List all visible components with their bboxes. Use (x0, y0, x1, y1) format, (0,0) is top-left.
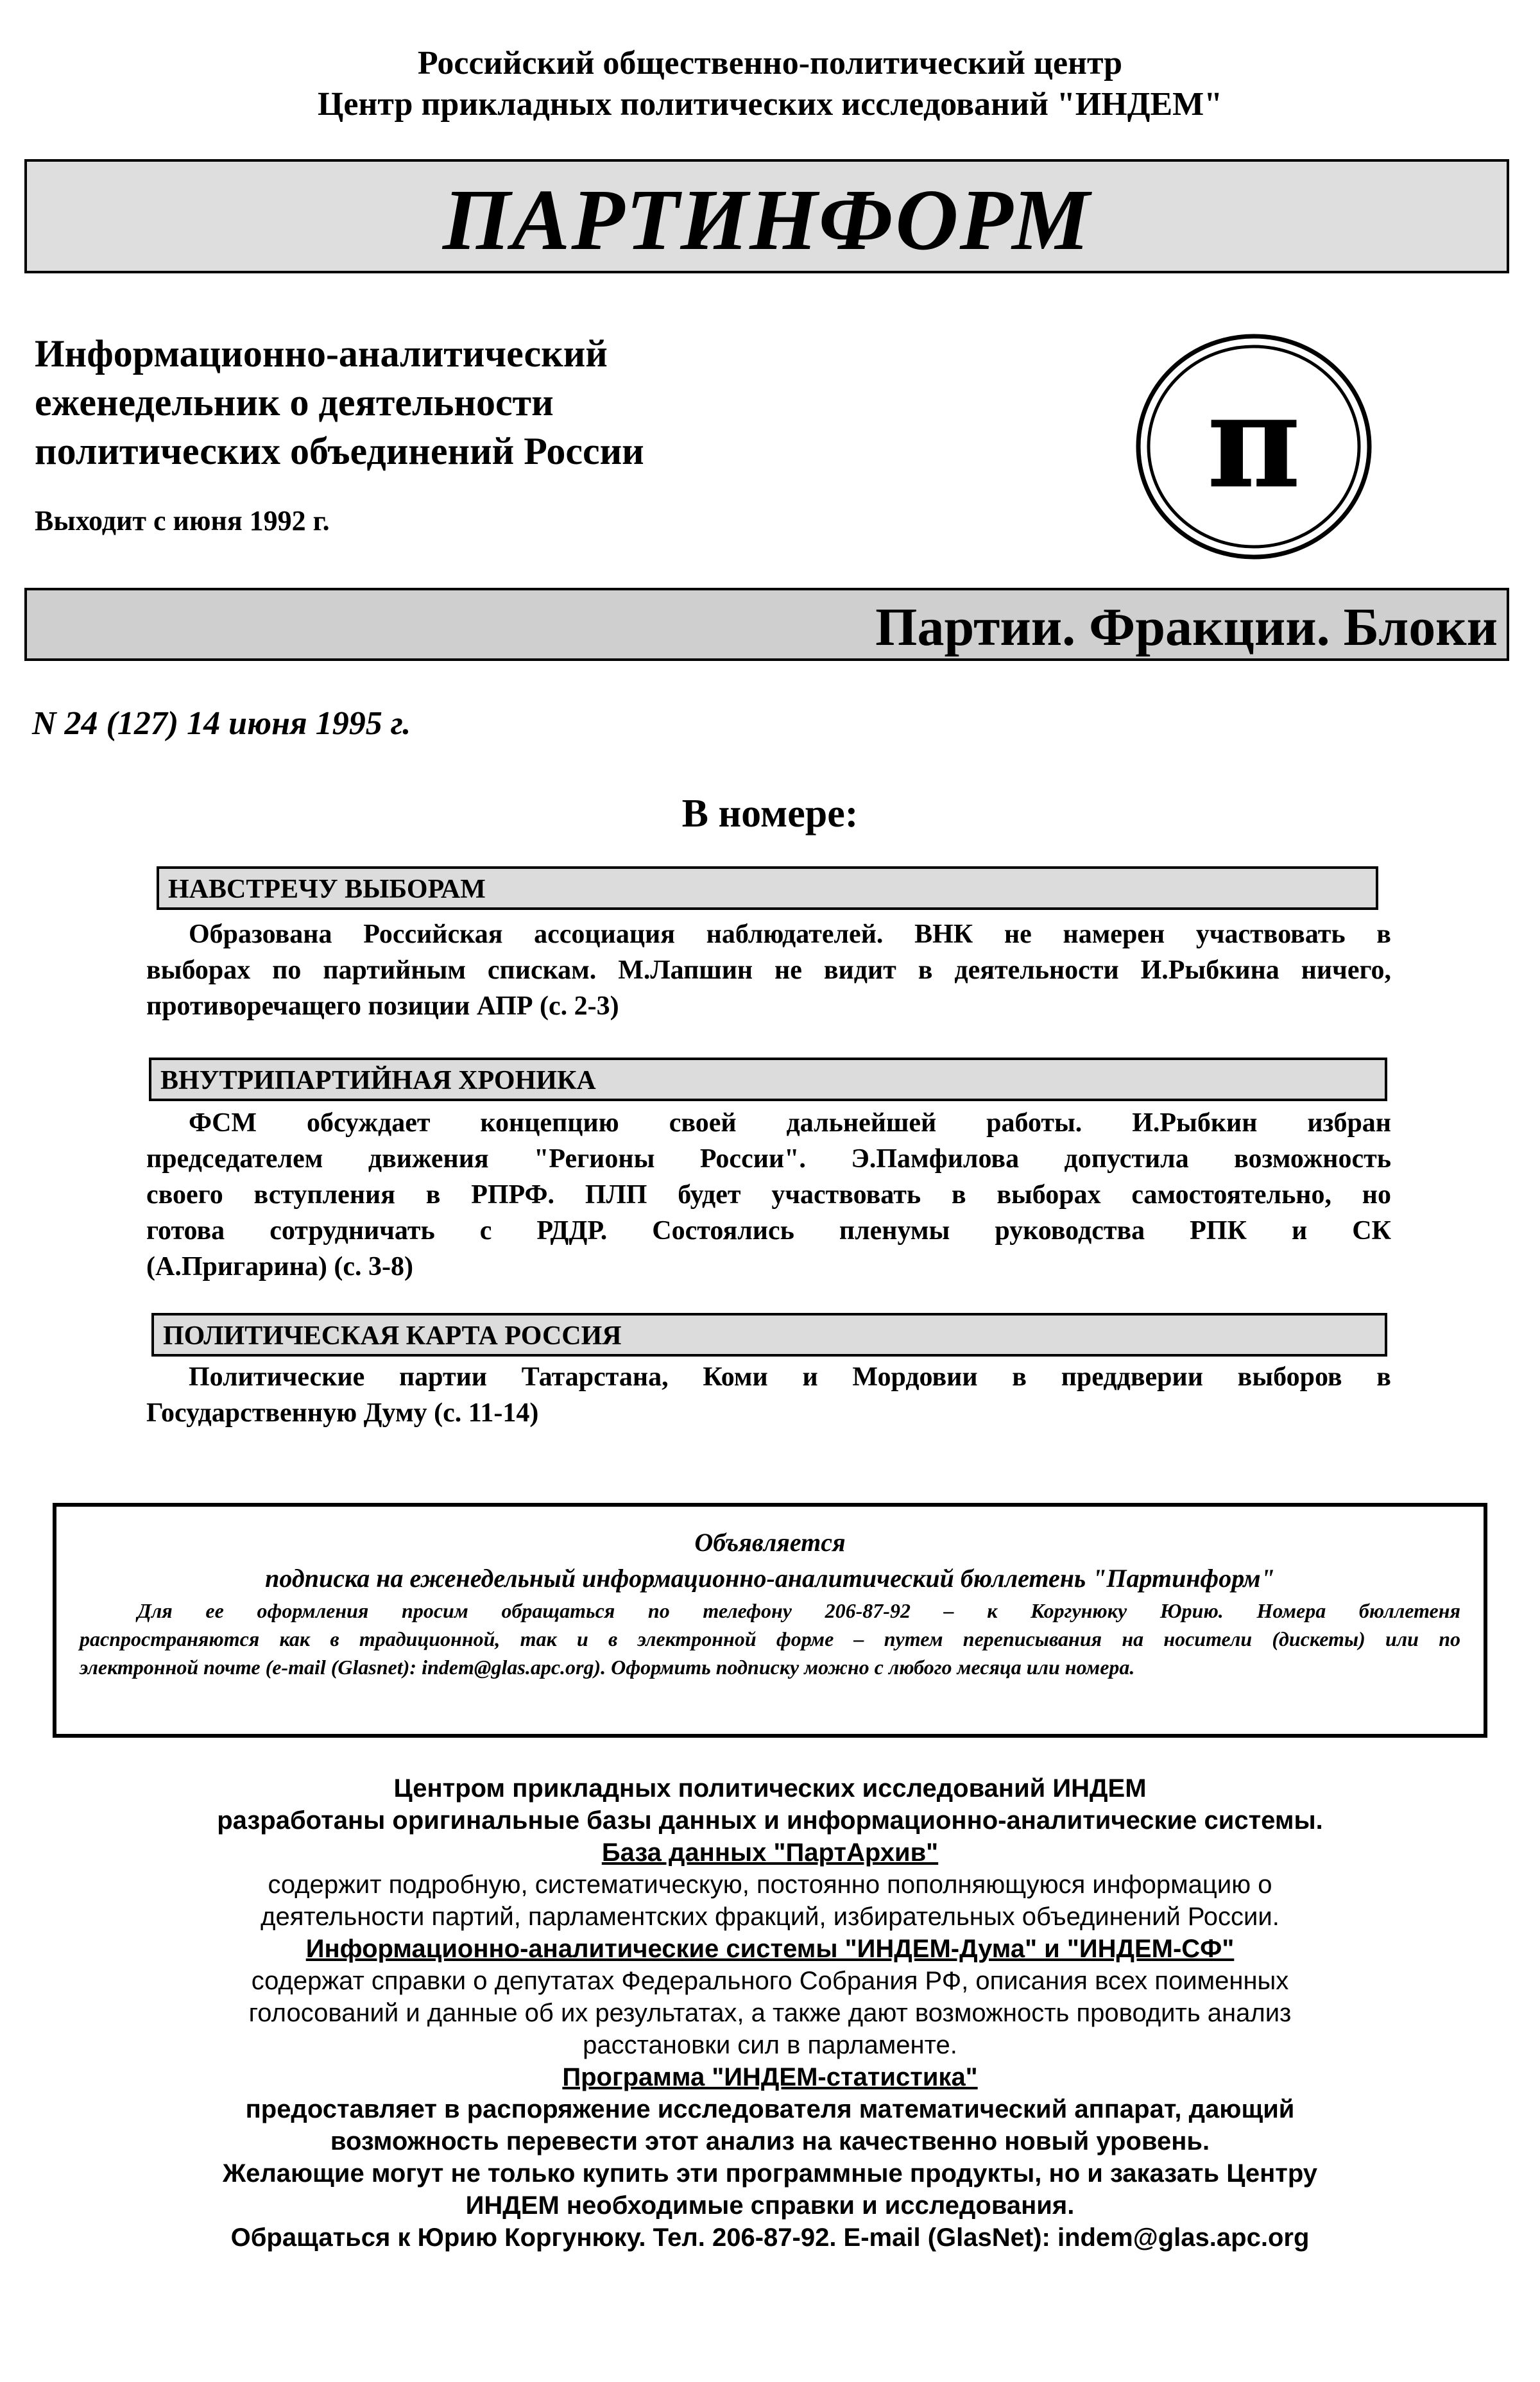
masthead (24, 159, 1509, 273)
advert-line: ИНДЕМ необходимые справки и исследования. (465, 2191, 1075, 2220)
section-bar (24, 588, 1509, 661)
text-line: противоречащего позиции АПР (с. 2-3) (146, 991, 619, 1021)
pi-symbol: π (1206, 366, 1301, 517)
masthead-title: ПАРТИНФОРМ (442, 172, 1091, 268)
advert-line: Желающие могут не только купить эти программные продукты, но и заказать Центру (222, 2159, 1318, 2188)
text-line: готова сотрудничать с РДДР. Состоялись пленумы руководства РПК и СК (146, 1216, 1391, 1246)
text-line: выборах по партийным спискам. М.Лапшин не видит в деятельности И.Рыбкина ничего, (146, 955, 1391, 985)
text-line: ФСМ обсуждает концепцию своей дальнейшей работы. И.Рыбкин избран (189, 1108, 1391, 1138)
text-line: распространяются как в традиционной, так и в электронной форме – путем переписывания на носители (дискеты) или по (80, 1627, 1460, 1650)
advert-line: Центром прикладных политических исследований ИНДЕМ (393, 1774, 1147, 1803)
text-line: председателем движения "Регионы России". Э.Памфилова допустила возможность (146, 1144, 1391, 1174)
announcement-title: Объявляется (694, 1528, 846, 1557)
advert-contact-line: Обращаться к Юрию Коргунюку. Тел. 206-87-92. E-mail (GlasNet): indem@glas.apc.org (230, 2223, 1310, 2252)
advert-line: голосований и данные об их результатах, а также дают возможность проводить анализ (248, 1999, 1292, 2027)
advert-line: содержат справки о депутатах Федерального Собрания РФ, описания всех поименных (251, 1967, 1289, 1995)
advert-line: возможность перевести этот анализ на качественно новый уровень. (330, 2127, 1210, 2155)
contents-item-party-chronicle (146, 1105, 1391, 1285)
rubric-label: ПОЛИТИЧЕСКАЯ КАРТА РОССИЯ (163, 1321, 622, 1351)
text-line: Образована Российская ассоциация наблюдателей. ВНК не намерен участвовать в (189, 920, 1391, 949)
text-line: электронной почте (e-mail (Glasnet): indem@glas.apc.org). Оформить подписку можно с любого месяца или номера. (80, 1656, 1135, 1679)
subscription-announcement (53, 1503, 1487, 1738)
text-line: своего вступления в РПРФ. ПЛП будет участвовать в выборах самостоятельно, но (146, 1180, 1391, 1210)
advert-heading-indem-duma: Информационно-аналитические системы "ИНДЕМ-Дума" и "ИНДЕМ-СФ" (305, 1935, 1235, 1963)
issue-label: N 24 (127) 14 июня 1995 г. (32, 705, 411, 742)
advert-heading-indem-statistics: Программа "ИНДЕМ-статистика" (562, 2063, 978, 2091)
section-title: Партии. Фракции. Блоки (875, 597, 1498, 657)
rubric-label: НАВСТРЕЧУ ВЫБОРАМ (168, 875, 486, 904)
rubric-political-map (151, 1313, 1387, 1357)
rubric-party-chronicle (149, 1058, 1387, 1101)
subtitle-line3: политических объединений России (35, 430, 644, 472)
text-line: Государственную Думу (с. 11-14) (146, 1398, 539, 1428)
contents-title: В номере: (681, 792, 859, 835)
subtitle-line1: Информационно-аналитический (35, 332, 608, 375)
pi-emblem-icon (1132, 325, 1376, 569)
org-name-line2: Центр прикладных политических исследований "ИНДЕМ" (317, 86, 1223, 123)
advert-line: содержит подробную, систематическую, постоянно пополняющуюся информацию о (268, 1871, 1272, 1899)
indem-products-advert (0, 1772, 1540, 2254)
announcement-body (80, 1597, 1460, 1681)
rubric-label: ВНУТРИПАРТИЙНАЯ ХРОНИКА (160, 1066, 596, 1095)
advert-line: расстановки сил в парламенте. (583, 2031, 957, 2059)
advert-line: предоставляет в распоряжение исследователя математический аппарат, дающий (245, 2095, 1295, 2123)
contents-item-elections (146, 916, 1391, 1024)
advert-line: деятельности партий, парламентских фракций, избирательных объединений России. (261, 1903, 1279, 1931)
text-line: (А.Пригарина) (с. 3-8) (146, 1252, 413, 1281)
rubric-elections (157, 866, 1378, 910)
advert-heading-partarchive: База данных "ПартАрхив" (601, 1838, 939, 1867)
announcement-subtitle: подписка на еженедельный информационно-аналитический бюллетень "Партинформ" (265, 1564, 1275, 1593)
contents-item-political-map (146, 1359, 1391, 1431)
text-line: Политические партии Татарстана, Коми и Мордовии в преддверии выборов в (189, 1362, 1391, 1392)
subtitle-line2: еженедельник о деятельности (35, 381, 554, 424)
advert-line: разработаны оригинальные базы данных и информационно-аналитические системы. (217, 1806, 1323, 1835)
text-line: Для ее оформления просим обращаться по телефону 206-87-92 – к Коргунюку Юрию. Номера бюллетеня (137, 1599, 1460, 1622)
publication-since: Выходит с июня 1992 г. (35, 505, 330, 536)
org-name-line1: Российский общественно-политический центр (417, 45, 1123, 81)
